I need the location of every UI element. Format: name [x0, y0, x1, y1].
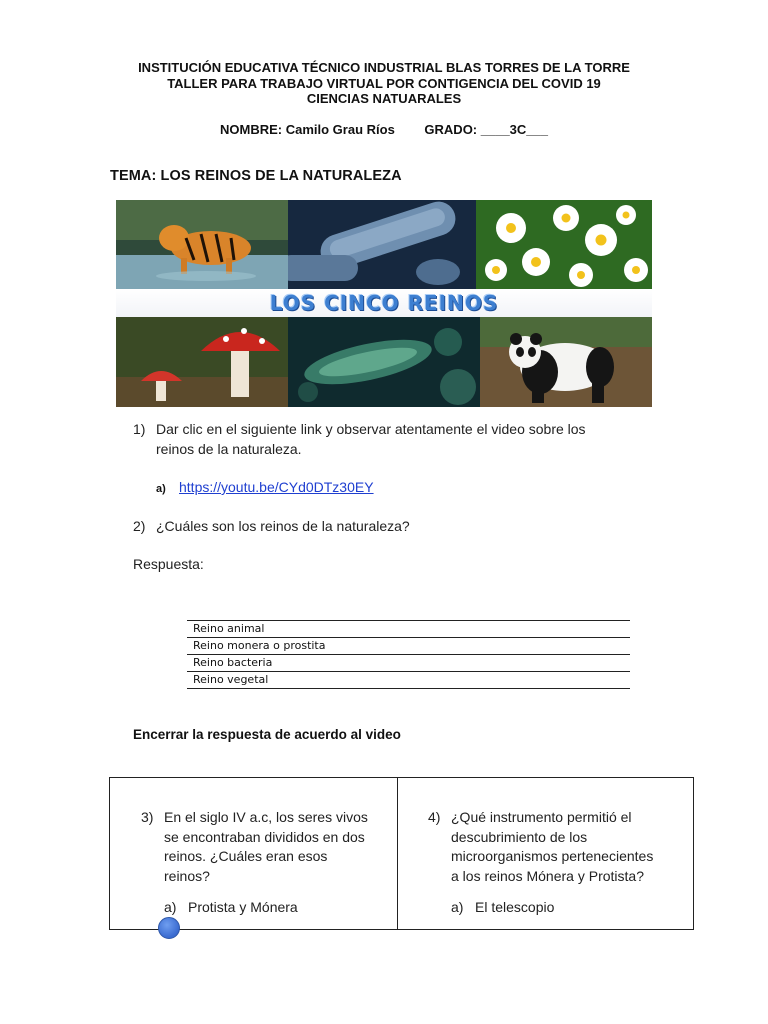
five-kingdoms-collage	[116, 200, 652, 407]
answer-row-4: Reino vegetal	[187, 671, 630, 689]
student-info	[0, 122, 768, 137]
video-link[interactable]: https://youtu.be/CYd0DTz30EY	[179, 479, 374, 495]
answer-row-3: Reino bacteria	[187, 654, 630, 671]
protozoa-image	[288, 317, 480, 407]
drag-handle-circle[interactable]	[158, 917, 180, 939]
question-3-cell	[141, 808, 391, 918]
subject-title: CIENCIAS NATUARALES	[306, 91, 462, 106]
table-divider	[397, 778, 398, 929]
question-3-answer-letter: a)	[164, 899, 177, 915]
question-3-answer-text: Protista y Mónera	[188, 899, 298, 915]
answer-label: Respuesta:	[133, 556, 204, 572]
question-3-answer	[164, 898, 298, 918]
institution-title: INSTITUCIÓN EDUCATIVA TÉCNICO INDUSTRIAL BLAS TORRES DE LA TORRE	[138, 60, 630, 75]
question-4-line1: ¿Qué instrumento permitió el	[451, 809, 632, 825]
question-4-answer	[451, 898, 554, 918]
five-kingdoms-banner	[116, 289, 652, 317]
question-2-text: ¿Cuáles son los reinos de la naturaleza?	[156, 518, 410, 534]
question-4-cell	[428, 808, 688, 918]
questions-table	[109, 777, 694, 930]
topic-title: TEMA: LOS REINOS DE LA NATURALEZA	[110, 168, 402, 184]
workshop-title: TALLER PARA TRABAJO VIRTUAL POR CONTIGENCIA DEL COVID 19	[167, 75, 601, 91]
mushroom-image	[116, 317, 288, 407]
banner-text: LOS CINCO REINOS	[269, 291, 499, 315]
student-name: NOMBRE: Camilo Grau Ríos	[220, 122, 395, 137]
question-1-line2: reinos de la naturaleza.	[156, 440, 302, 457]
question-3-line1: En el siglo IV a.c, los seres vivos	[164, 809, 368, 825]
question-3-number: 3)	[141, 809, 154, 825]
answer-row-2: Reino monera o prostita	[187, 637, 630, 654]
question-2	[133, 517, 533, 537]
question-4-line2: descubrimiento de los	[451, 828, 588, 845]
tiger-image	[116, 200, 288, 289]
option-a-label: a)	[156, 483, 166, 495]
question-1-line1: Dar clic en el siguiente link y observar atentamente el video sobre los	[156, 421, 586, 437]
bacteria-image	[288, 200, 476, 289]
question-3-line4: reinos?	[164, 867, 210, 884]
instruction-text: Encerrar la respuesta de acuerdo al video	[133, 727, 401, 742]
question-4-answer-letter: a)	[451, 899, 464, 915]
question-1-number: 1)	[133, 421, 146, 437]
daisies-image	[476, 200, 652, 289]
question-2-number: 2)	[133, 518, 146, 534]
answer-row-1: Reino animal	[187, 620, 630, 637]
student-grade: GRADO: ____3C___	[424, 122, 548, 137]
question-4-line4: a los reinos Mónera y Protista?	[451, 867, 644, 884]
question-1	[133, 420, 653, 460]
question-4-line3: microorganismos pertenecientes	[451, 848, 654, 864]
panda-image	[480, 317, 652, 407]
question-3-line3: reinos. ¿Cuáles eran esos	[164, 848, 328, 864]
document-header	[0, 60, 768, 107]
question-3-line2: se encontraban divididos en dos	[164, 828, 365, 845]
answer-list	[187, 620, 630, 689]
question-4-answer-text: El telescopio	[475, 899, 555, 915]
question-4-number: 4)	[428, 809, 441, 825]
